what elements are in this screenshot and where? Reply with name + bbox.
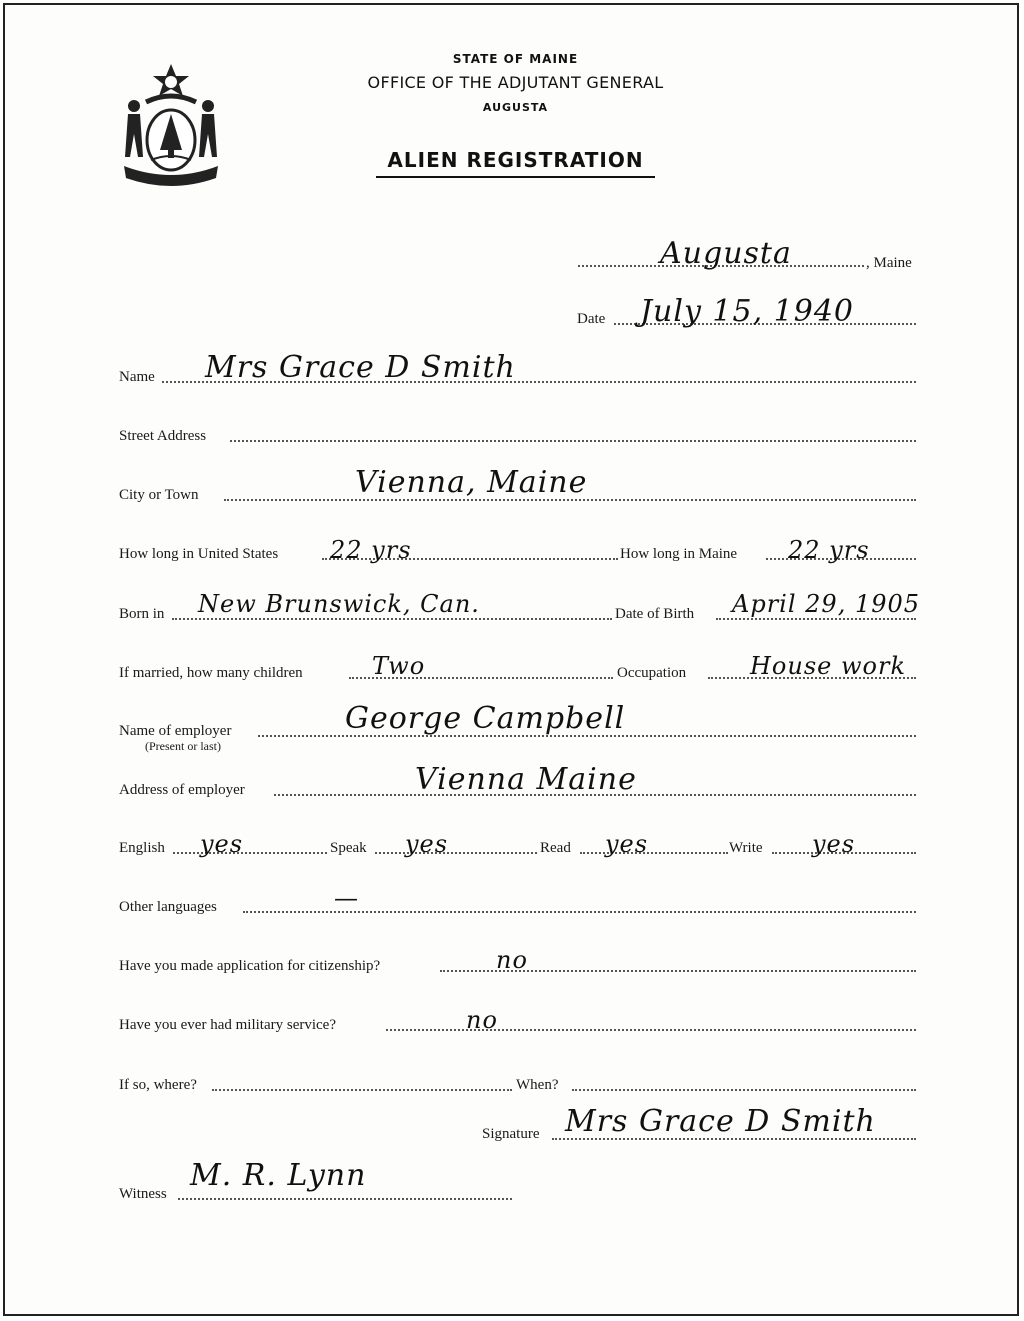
name-label: Name <box>119 369 155 385</box>
where-field[interactable] <box>212 1089 512 1091</box>
born-label: Born in <box>119 606 165 622</box>
when-label: When? <box>516 1077 559 1093</box>
read-value: yes <box>605 830 649 858</box>
witness-label: Witness <box>119 1186 167 1202</box>
employer-sublabel: (Present or last) <box>145 739 221 753</box>
date-value: July 15, 1940 <box>640 294 855 329</box>
where-label: If so, where? <box>119 1077 197 1093</box>
other-languages-label: Other languages <box>119 899 217 915</box>
born-value: New Brunswick, Can. <box>198 590 480 618</box>
speak-value: yes <box>405 830 449 858</box>
maine-value: 22 yrs <box>788 536 870 564</box>
city-value: Vienna, Maine <box>355 465 588 500</box>
street-label: Street Address <box>119 428 207 444</box>
header-office: OFFICE OF THE ADJUTANT GENERAL <box>367 73 664 92</box>
date-label: Date <box>577 311 606 327</box>
header-city: AUGUSTA <box>482 101 549 114</box>
name-value: Mrs Grace D Smith <box>205 350 516 385</box>
citizenship-value: no <box>496 946 528 974</box>
occupation-value: House work <box>750 652 906 680</box>
write-label: Write <box>729 840 763 856</box>
military-label: Have you ever had military service? <box>119 1017 336 1033</box>
occupation-label: Occupation <box>617 665 687 681</box>
citizenship-label: Have you made application for citizenship? <box>119 958 381 974</box>
form-title: ALIEN REGISTRATION <box>376 148 655 178</box>
speak-field[interactable] <box>375 852 537 854</box>
witness-value: M. R. Lynn <box>190 1158 367 1193</box>
signature-label: Signature <box>482 1126 540 1142</box>
place-suffix: , Maine <box>866 255 912 271</box>
dob-value: April 29, 1905 <box>732 590 921 618</box>
witness-field[interactable] <box>178 1198 512 1200</box>
english-label: English <box>119 840 165 856</box>
read-field[interactable] <box>580 852 728 854</box>
place-value: Augusta <box>660 236 792 271</box>
children-value: Two <box>372 652 426 680</box>
header-state: STATE OF MAINE <box>452 52 579 66</box>
employer-address-value: Vienna Maine <box>415 762 637 797</box>
employer-address-label: Address of employer <box>119 782 245 798</box>
us-value: 22 yrs <box>330 536 412 564</box>
when-field[interactable] <box>572 1089 916 1091</box>
employer-label: Name of employer <box>119 723 232 739</box>
english-field[interactable] <box>173 852 327 854</box>
dob-label: Date of Birth <box>615 606 695 622</box>
city-label: City or Town <box>119 487 199 503</box>
employer-value: George Campbell <box>345 701 626 736</box>
street-field[interactable] <box>230 440 916 442</box>
write-value: yes <box>812 830 856 858</box>
speak-label: Speak <box>330 840 367 856</box>
read-label: Read <box>540 840 571 856</box>
english-value: yes <box>200 830 244 858</box>
us-label: How long in United States <box>119 546 279 562</box>
military-value: no <box>466 1006 498 1034</box>
maine-label: How long in Maine <box>620 546 738 562</box>
signature-value: Mrs Grace D Smith <box>565 1104 876 1139</box>
other-languages-value: — <box>334 884 359 912</box>
children-label: If married, how many children <box>119 665 303 681</box>
